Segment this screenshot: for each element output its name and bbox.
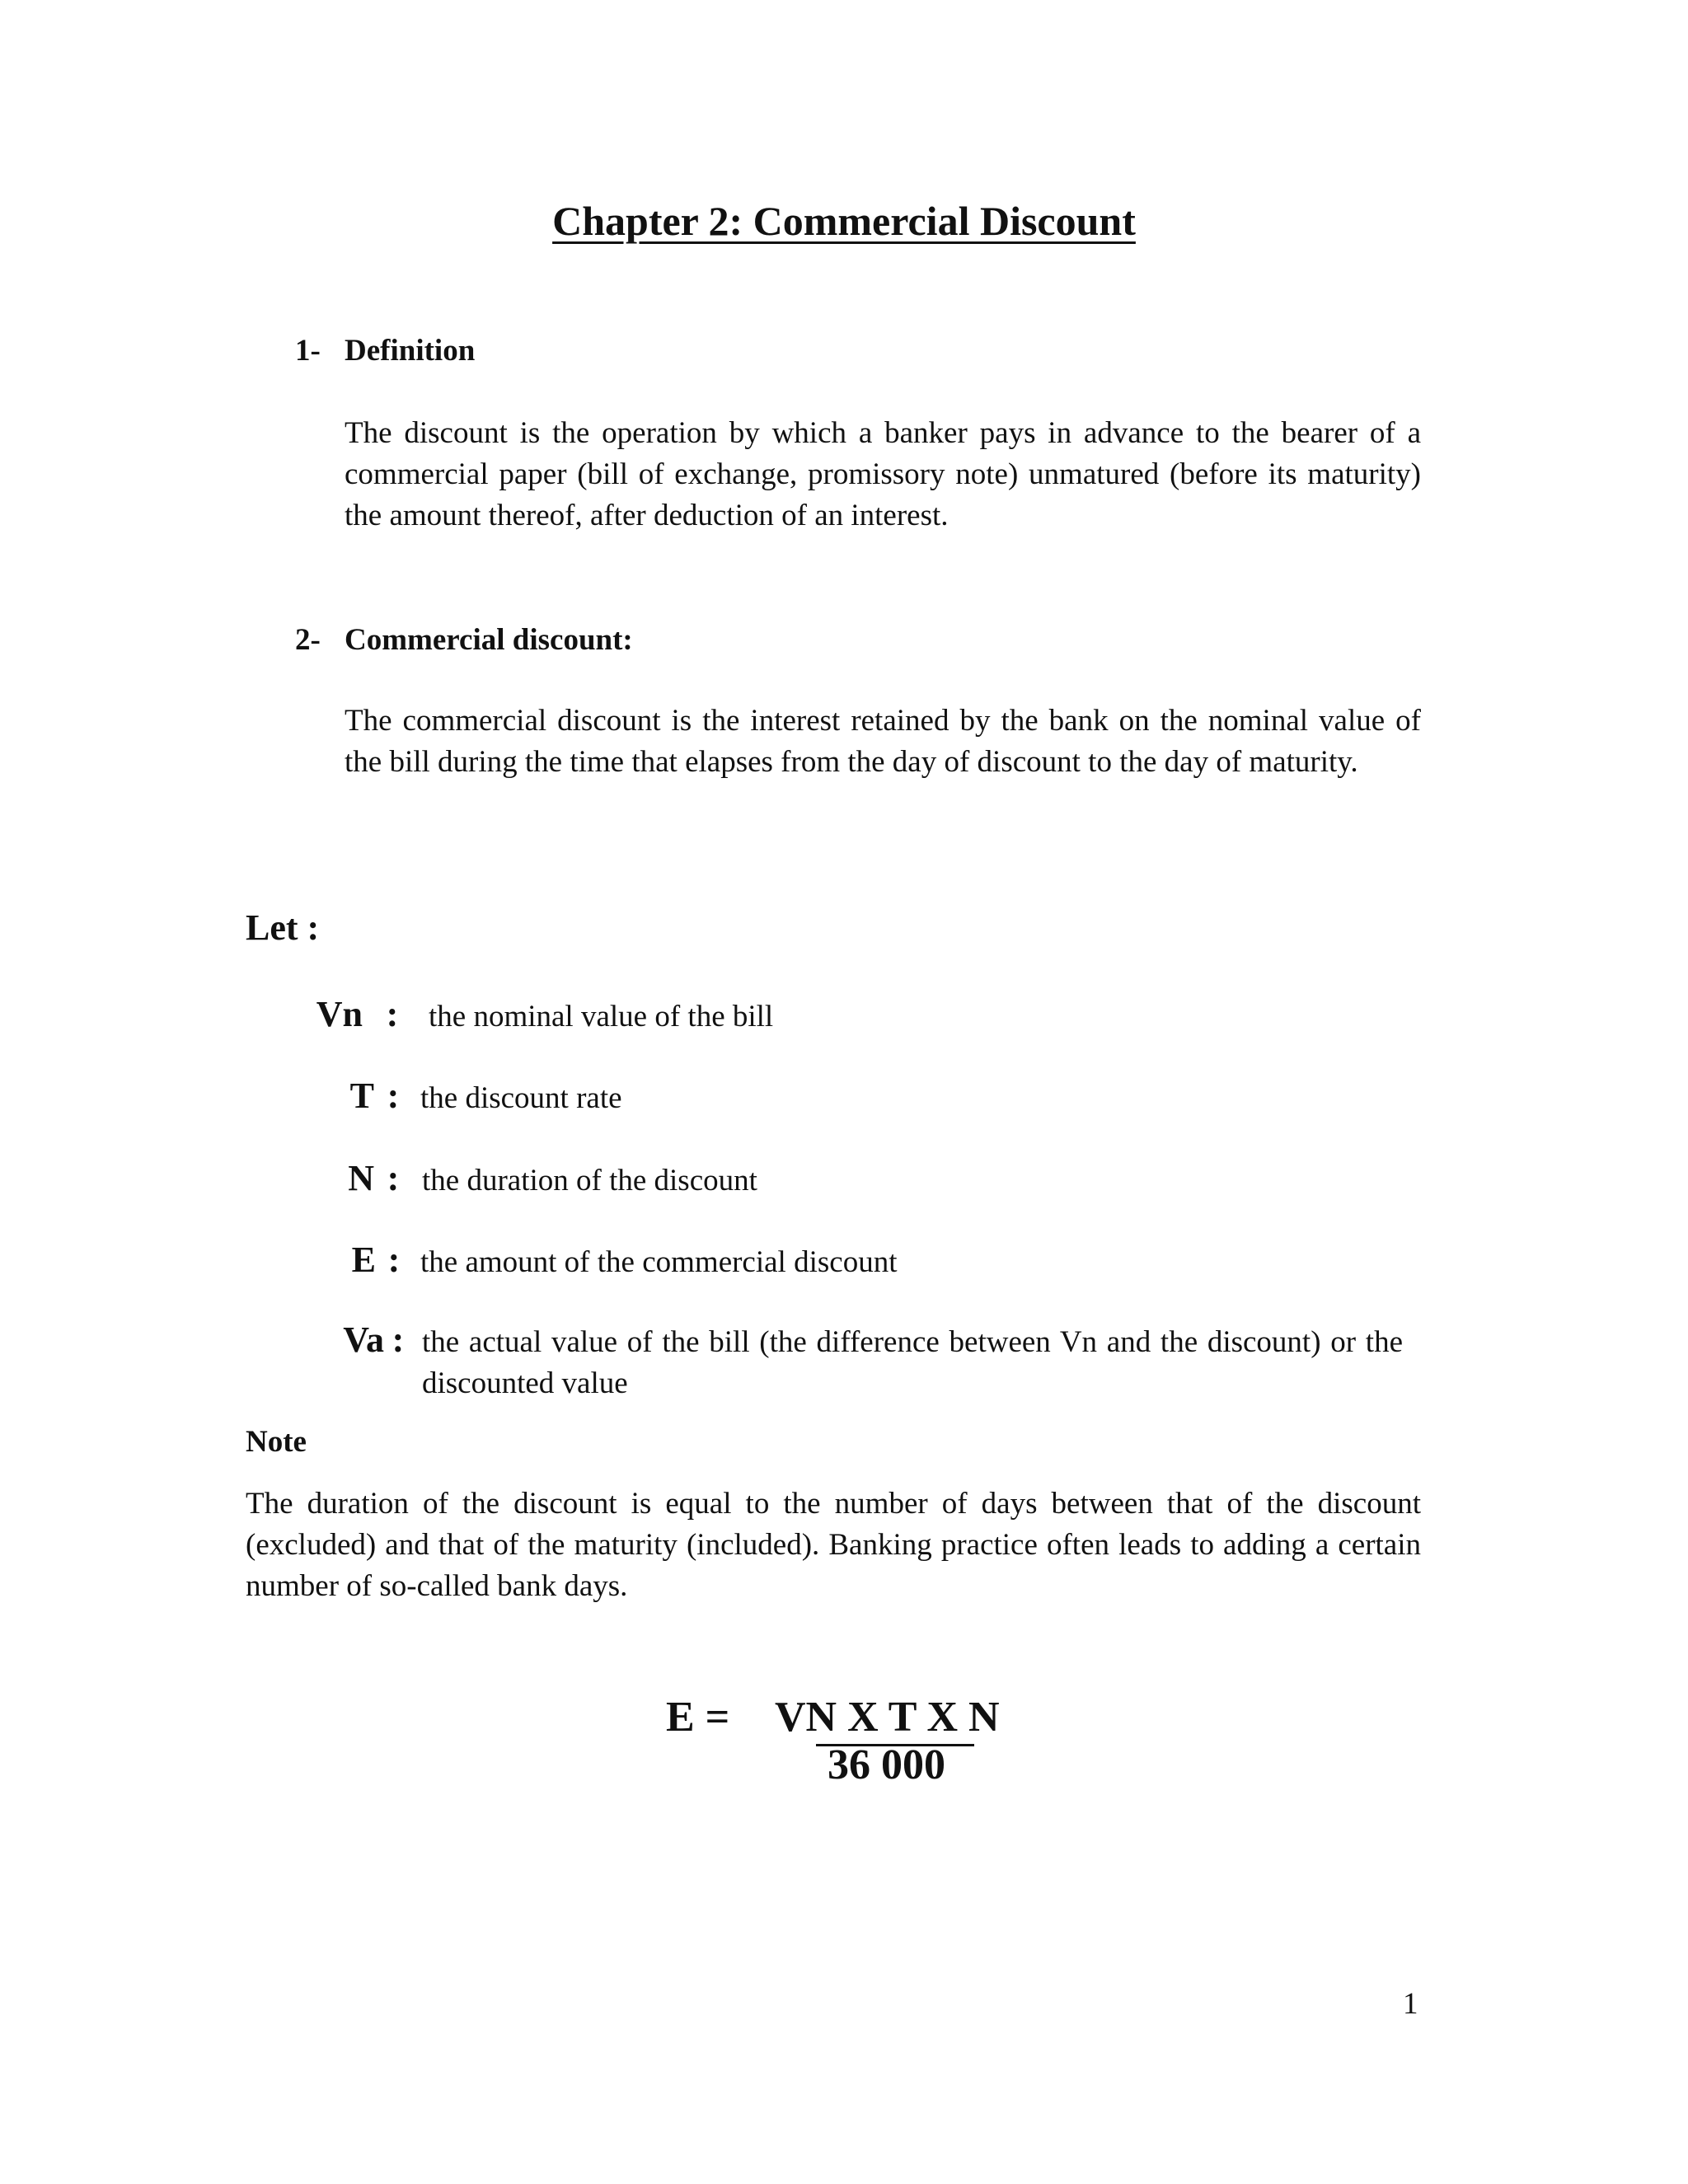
formula-numerator: VN X T X N [775, 1694, 1000, 1741]
let-label: Let : [246, 907, 320, 948]
commercial-discount-paragraph: The commercial discount is the interest retained by the bank on the nominal value of the bill during the time that elapses from the day of discount to the day of maturity. [345, 704, 1421, 779]
definition-text: the actual value of the bill (the difference between Vn and the discount) or the discounted value [422, 1325, 1403, 1400]
formula-lhs: E = [666, 1694, 730, 1741]
definition-symbol: N [348, 1158, 374, 1198]
section-title: Definition [345, 334, 476, 368]
definition-row-va [305, 1319, 1426, 1404]
section-title: Commercial discount: [345, 623, 633, 657]
definition-row-n [305, 1157, 757, 1202]
definition-colon: : [387, 1240, 401, 1280]
definition-text: the duration of the discount [422, 1164, 757, 1197]
definition-colon: : [392, 1319, 405, 1360]
definition-text: the nominal value of the bill [429, 1000, 774, 1033]
note-paragraph: The duration of the discount is equal to the number of days between that of the discount (excluded) and that of the maturity (included). Banking practice often leads to adding a certain number of so-called bank days. [246, 1487, 1421, 1603]
definition-colon: : [386, 994, 399, 1034]
section-heading-commercial-discount [295, 622, 633, 658]
definition-text: the amount of the commercial discount [420, 1245, 898, 1279]
section-heading-definition [295, 333, 475, 369]
definition-symbol: Va [343, 1319, 384, 1360]
formula-denominator: 36 000 [828, 1741, 945, 1788]
page-number: 1 [1403, 1987, 1418, 2021]
definition-colon: : [387, 1076, 400, 1116]
section-number: 2- [295, 623, 321, 657]
definition-row-e [305, 1239, 897, 1283]
definition-symbol: Vn [316, 994, 363, 1034]
section-number: 1- [295, 334, 321, 368]
definition-colon: : [387, 1158, 400, 1198]
definition-symbol: T [349, 1076, 374, 1116]
definition-paragraph: The discount is the operation by which a banker pays in advance to the bearer of a commercial paper (bill of exchange, promissory note) unmatured (before its maturity) the amount thereof, after deduction of an interest. [345, 416, 1421, 532]
note-label: Note [246, 1425, 307, 1459]
definition-row-vn [305, 993, 773, 1038]
definition-row-t [305, 1075, 622, 1119]
definition-symbol: E [351, 1240, 376, 1280]
definition-text: the discount rate [420, 1081, 622, 1115]
chapter-title: Chapter 2: Commercial Discount [552, 198, 1136, 244]
